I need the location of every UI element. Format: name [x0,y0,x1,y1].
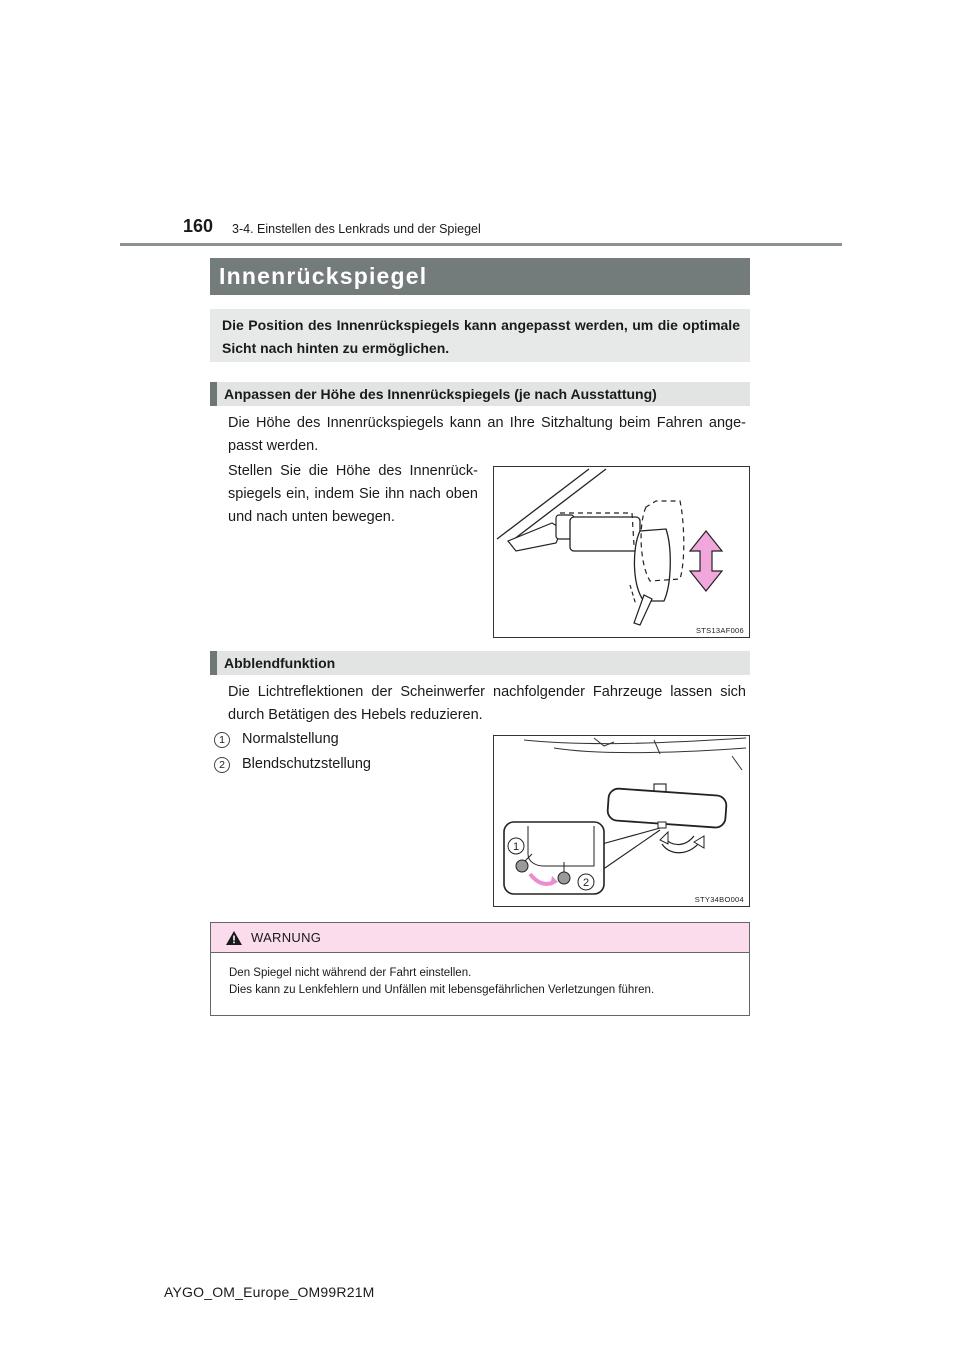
intro-box: Die Position des Innenrückspiegels kann angepasst werden, um die optimale Sicht nach hinten zu ermöglichen. [210,309,750,362]
figure-mirror-height [493,466,750,638]
warning-header [211,923,749,953]
warning-title: WARNUNG [251,930,322,945]
figure-code: STS13AF006 [695,626,744,635]
running-header: 3-4. Einstellen des Lenkrads und der Spiegel [232,222,481,236]
figure-code: STY34BO004 [694,895,744,904]
up-down-arrow-icon [690,531,722,591]
mirror-dimming-illustration [494,736,749,906]
warning-triangle-icon [225,930,243,946]
paragraph-height-intro: Die Höhe des Innenrückspiegels kann an Ihre Sitzhaltung beim Fahren ange-passt werden. [228,415,746,454]
figure-mirror-dimming [493,735,750,907]
item-number-1: 1 [214,732,230,748]
item-label-antiglare: Blendschutzstellung [242,756,371,772]
paragraph-height-instructions: Stellen Sie die Höhe des Innenrück-spiegels ein, indem Sie ihn nach oben und nach unten bewegen. [228,463,478,525]
warning-body [211,953,749,999]
page-number: 160 [183,216,214,236]
section-heading-height: Anpassen der Höhe des Innenrückspiegels (je nach Ausstattung) [210,382,750,406]
warning-line-1: Den Spiegel nicht während der Fahrt einstellen. [229,967,472,979]
item-number-2: 2 [214,757,230,773]
paragraph-dimming: Die Lichtreflektionen der Scheinwerfer nachfolgender Fahrzeuge lassen sich durch Betätigen des Hebels reduzieren. [228,684,746,723]
warning-box [210,922,750,1016]
callout-number-2: 2 [582,877,590,889]
mirror-height-illustration [494,467,749,637]
section-heading-dimming: Abblendfunktion [210,651,750,675]
warning-line-2: Dies kann zu Lenkfehlern und Unfällen mit lebensgefährlichen Verletzungen führen. [229,984,655,996]
page-title: Innenrückspiegel [210,258,750,295]
footer-document-id: AYGO_OM_Europe_OM99R21M [164,1284,375,1300]
header-rule [120,243,842,246]
item-label-normal: Normalstellung [242,731,339,747]
callout-number-1: 1 [512,841,520,853]
